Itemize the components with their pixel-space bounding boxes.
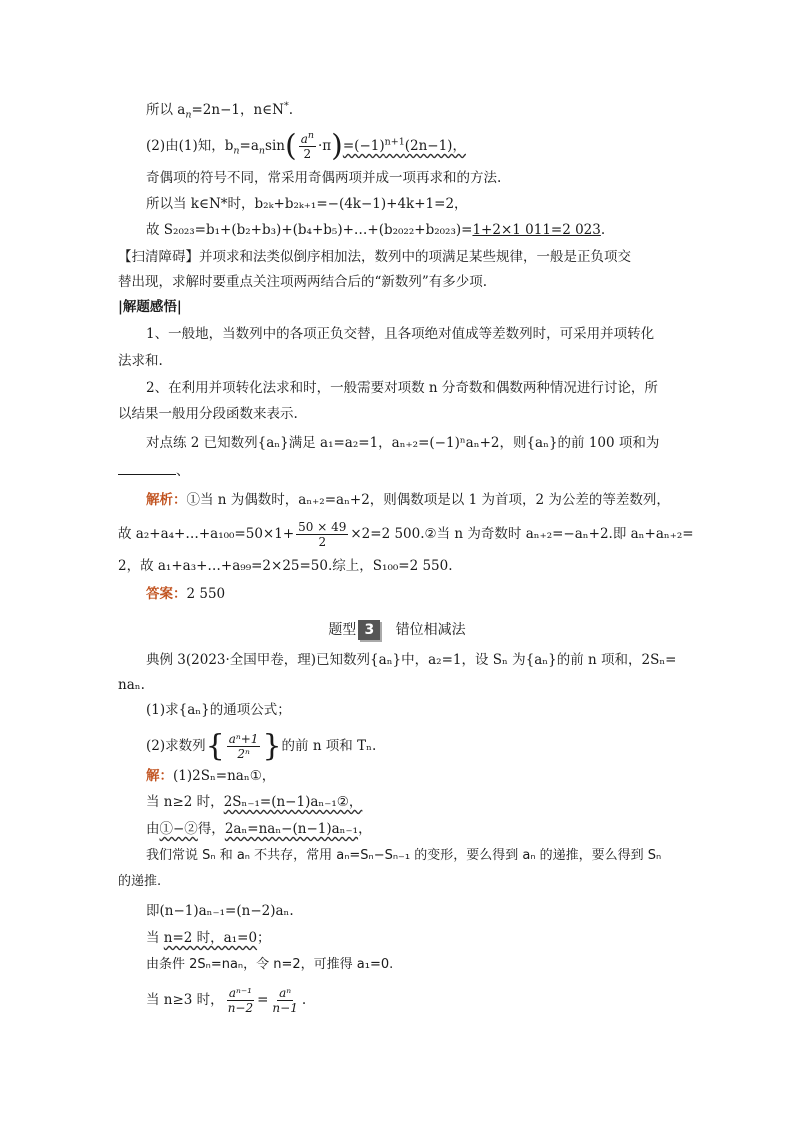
text-line-26: 我们常说 Sₙ 和 aₙ 不共存，常用 aₙ=Sₙ−Sₙ₋₁ 的变形，要么得到 aₙ 的递推，要么得到 Sₙ [146, 848, 662, 863]
text-line-27: 的递推. [118, 874, 162, 889]
text-line-1: 所以 $a_n=2n-1$，n∈N*. [146, 100, 294, 121]
text: (2n−1)， [404, 138, 466, 154]
text: (2)由(1)知，b [146, 138, 234, 154]
answer-label: 答案： [146, 586, 187, 602]
text-line-14 [118, 460, 674, 481]
denominator: n−1 [272, 1001, 298, 1015]
underlined-text: 1+2×1 011=2 023 [472, 222, 601, 238]
text: 得， [197, 821, 225, 837]
fraction: $\frac{a^n}{2}$ [300, 130, 314, 161]
numerator: aⁿ [279, 986, 292, 1000]
text-line-11: 2、在利用并项转化法求和时，一般需要对项数 n 分奇数和偶数两种情况进行讨论，所 [146, 380, 658, 396]
text: =2n−1，n∈N [191, 102, 284, 118]
text: 错位相减法 [395, 622, 466, 638]
text-line-25 [146, 819, 674, 839]
numerator: aⁿ⁻¹ [228, 986, 252, 1000]
text-line-4: 所以当 k∈N*时，b₂ₖ+b₂ₖ₊₁=−(4k−1)+4k+1=2， [146, 196, 468, 212]
underlined-text: 2Sₙ₋₁=(n−1)aₙ₋₁②， [223, 794, 363, 810]
fraction [296, 520, 348, 549]
fraction [226, 986, 255, 1015]
fraction [270, 986, 299, 1015]
text-line-20: naₙ. [118, 677, 145, 693]
text: 2 550 [186, 586, 226, 602]
text-line-15 [146, 490, 674, 510]
solution-label: 解： [146, 768, 173, 784]
text: 的前 n 项和 Tₙ. [281, 738, 377, 754]
answer-blank [118, 460, 176, 475]
text-line-22: (2)求数列{ $\frac{\text{aⁿ+1}}{\text{2ⁿ}}$ }的前 n 项和 Tₙ. [146, 728, 377, 764]
text-line-31 [146, 986, 674, 1015]
text-line-7: 替出现，求解时要重点关注项两两结合后的“新数列”有多少项. [118, 274, 488, 290]
text: ； [257, 930, 271, 946]
text: 当 n≥2 时， [146, 794, 224, 810]
denominator: n−2 [227, 1001, 254, 1015]
analysis-label: 解析： [146, 492, 187, 508]
text-line-30: 由条件 2Sₙ=naₙ，令 n=2，可推得 a₁=0. [146, 957, 394, 972]
text: 故 S₂₀₂₃=b₁+(b₂+b₃)+(b₄+b₅)+…+(b₂₀₂₂+b₂₀₂₃)= [146, 222, 473, 238]
denominator: 2 [318, 535, 327, 549]
text-line-23 [146, 766, 674, 786]
text: 当 n≥3 时， [146, 992, 224, 1008]
text-line-29 [146, 928, 674, 948]
text-line-9: 1、一般地，当数列中的各项正负交替，且各项绝对值成等差数列时，可采用并项转化 [146, 326, 655, 342]
underlined-text: n=2 时，a₁=0 [163, 930, 258, 946]
text-line-24 [146, 792, 674, 812]
text-line-2: (2)由(1)知，$b_n=a_n\sin$( $\frac{a^n}{2}$ $\cdot\pi)=(-1)^{n+1}(2n-1)$， [146, 128, 466, 164]
text-line-21: (1)求{aₙ}的通项公式； [146, 702, 291, 718]
text-line-28: 即(n−1)aₙ₋₁=(n−2)aₙ. [146, 903, 294, 919]
text: . [301, 992, 307, 1008]
text: 由 [146, 821, 160, 837]
section-header-insight: |解题感悟| [118, 299, 182, 315]
text: 、 [176, 463, 190, 479]
text: (2)求数列 [146, 738, 206, 754]
section-title [0, 619, 794, 640]
text-line-10: 法求和. [118, 353, 163, 369]
numerator: 50 × 49 [298, 520, 347, 534]
text: =(−1) [342, 138, 385, 154]
text: sin [265, 138, 285, 154]
text-line-5: 故 S₂₀₂₃=b₁+(b₂+b₃)+(b₄+b₅)+…+(b₂₀₂₂+b₂₀₂₃)=1+2×1 011=2 023. [146, 222, 606, 238]
underlined-text: 2aₙ=naₙ−(n−1)aₙ₋₁ [224, 821, 359, 837]
fraction [227, 732, 261, 761]
denominator: 2ⁿ [237, 747, 250, 761]
text-line-3: 奇偶项的符号不同，常采用奇偶两项并成一项再求和的方法. [146, 170, 502, 186]
text: = [257, 992, 269, 1008]
text-line-13: 对点练 2 已知数列{aₙ}满足 a₁=a₂=1，aₙ₊₂=(−1)ⁿaₙ+2，则{aₙ}的前 100 项和为 [146, 435, 660, 451]
text-line-12: 以结果一般用分段函数来表示. [118, 406, 298, 422]
text-line-18 [146, 584, 674, 604]
text: ×2=2 500.②当 n 为奇数时 aₙ₊₂=−aₙ+2.即 aₙ+aₙ₊₂= [350, 526, 694, 542]
text-line-19: 典例 3(2023·全国甲卷，理)已知数列{aₙ}中，a₂=1，设 Sₙ 为{aₙ}的前 n 项和，2Sₙ= [146, 652, 677, 668]
text-line-17: 2，故 a₁+a₃+…+a₉₉=2×25=50.综上，S₁₀₀=2 550. [118, 558, 453, 574]
text-line-16 [118, 520, 694, 549]
text: (1)2Sₙ=naₙ①， [173, 768, 276, 784]
text: 故 a₂+a₄+…+a₁₀₀=50×1+ [118, 526, 295, 542]
text-line-6: 【扫清障碍】并项求和法类似倒序相加法，数列中的项满足某些规律，一般是正负项交 [118, 249, 631, 265]
text: 当 [146, 930, 164, 946]
text: 题型 [328, 622, 357, 638]
text: =a [239, 138, 259, 154]
underlined-text: ①−② [159, 821, 198, 837]
text: 所以 a [146, 102, 186, 118]
text: ①当 n 为偶数时，aₙ₊₂=aₙ+2，则偶数项是以 1 为首项，2 为公差的等差数列， [186, 492, 670, 508]
underlined-result: $=(-1)^{n+1}(2n-1)$， [342, 136, 466, 154]
numerator: aⁿ+1 [228, 732, 259, 746]
text: ， [358, 821, 372, 837]
section-number-badge: 3 [358, 620, 380, 640]
